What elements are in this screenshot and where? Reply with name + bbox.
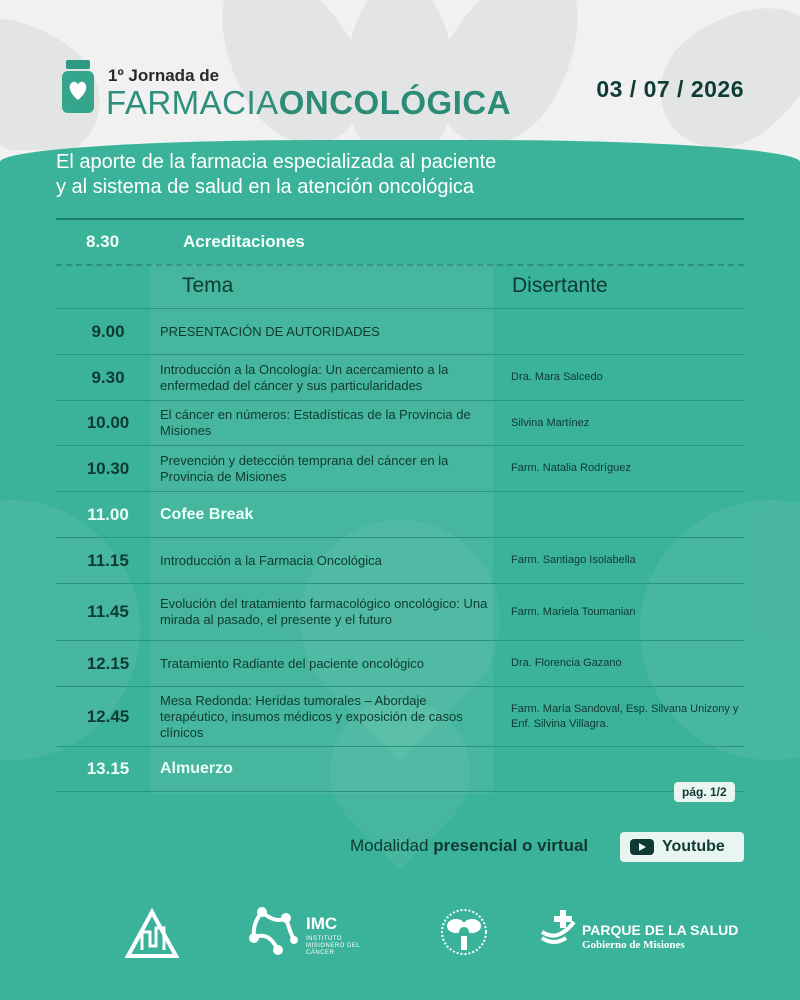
sponsor-logos [0, 900, 800, 970]
row-speaker: Farm. Mariela Toumanian [511, 605, 636, 618]
pharmacy-bottle-heart-icon [58, 60, 98, 115]
event-subtitle [56, 150, 656, 200]
row-speaker: Farm. Santiago Isolabella [511, 554, 636, 566]
subtitle-line: El aporte de la farmacia especializada al paciente [56, 151, 497, 173]
background-petal [636, 0, 800, 150]
agenda-row [56, 400, 744, 445]
association-emblem-icon [122, 906, 182, 962]
agenda-row [56, 583, 744, 640]
agenda-row [56, 686, 744, 746]
row-topic: PRESENTACIÓN DE AUTORIDADES [160, 323, 380, 339]
imc-molecule-icon [246, 904, 302, 960]
agenda-row-lunch [56, 746, 744, 792]
row-speaker: Silvina Martínez [511, 416, 590, 429]
parque-salud-subtitle: Gobierno de Misiones [582, 939, 685, 951]
row-speaker: Farm. María Sandoval, Esp. Silvana Unizony y Enf. Silvina Villagra. [511, 702, 739, 730]
row-time: 11.15 [87, 550, 129, 570]
row-time: 11.45 [87, 602, 129, 621]
agenda-row [56, 640, 744, 686]
youtube-play-icon [630, 839, 654, 855]
accreditation-row [56, 228, 744, 256]
page-indicator: pág. 1/2 [674, 782, 735, 802]
modality-bold: presencial o virtual [433, 836, 589, 855]
row-speaker: Dra. Florencia Gazano [511, 657, 622, 669]
row-speaker: Dra. Mara Salcedo [511, 371, 603, 383]
association-logo [122, 906, 182, 962]
modality-text [350, 836, 588, 856]
event-date: 03 / 07 / 2026 [596, 76, 744, 102]
youtube-label: Youtube [662, 838, 725, 855]
row-time: 12.15 [86, 653, 130, 673]
column-header-tema: Tema [182, 274, 234, 297]
row-topic: Introducción a la Oncología: Un acercamiento a la enfermedad del cáncer y sus particularidades [160, 361, 449, 393]
agenda-row [56, 308, 744, 354]
event-title-bold: ONCOLÓGICA [278, 84, 512, 121]
hospital-emblem-icon [438, 902, 490, 966]
imc-subtitle: INSTITUTO MISIONERO DEL CÁNCER [306, 936, 360, 956]
subtitle-line: y al sistema de salud en la atención oncológica [56, 176, 475, 198]
row-time: 11.00 [87, 504, 129, 524]
agenda-rows [56, 308, 744, 792]
header [0, 0, 800, 150]
imc-name: IMC [306, 914, 338, 933]
row-topic: El cáncer en números: Estadísticas de la Provincia de Misiones [160, 407, 471, 438]
row-time: 13.15 [86, 759, 130, 778]
row-time: 9.00 [91, 321, 125, 341]
row-time: 10.30 [86, 458, 130, 478]
row-time: 10.00 [86, 413, 130, 432]
row-topic: Evolución del tratamiento farmacológico oncológico: Una mirada al pasado, el presente y el futuro [160, 596, 488, 627]
parque-salud-logo [538, 908, 738, 964]
heart-cross-icon [538, 908, 578, 948]
row-topic: Introducción a la Farmacia Oncológica [160, 552, 382, 568]
row-topic: Tratamiento Radiante del paciente oncológico [160, 655, 425, 671]
row-topic: Almuerzo [160, 760, 233, 777]
row-speaker: Farm. Natalia Rodríguez [511, 462, 631, 474]
column-header-disertante: Disertante [512, 274, 608, 297]
agenda-row-break [56, 491, 744, 537]
parque-salud-name: PARQUE DE LA SALUD [582, 922, 739, 938]
divider [56, 218, 744, 220]
row-topic: Prevención y detección temprana del cáncer en la Provincia de Misiones [160, 452, 449, 484]
event-title-light: FARMACIA [106, 84, 279, 121]
agenda-row [56, 445, 744, 491]
row-time: 9.30 [91, 367, 125, 387]
agenda-row [56, 354, 744, 400]
event-prefix: 1º Jornada de [108, 66, 220, 85]
agenda-row [56, 537, 744, 583]
modality-prefix: Modalidad [350, 836, 429, 855]
accreditation-label: Acreditaciones [183, 232, 305, 251]
row-topic: Mesa Redonda: Heridas tumorales – Abordaje terapéutico, insumos médicos y exposición de casos clínicos [160, 692, 463, 740]
event-title [106, 84, 511, 122]
row-time: 12.45 [86, 706, 130, 726]
youtube-badge[interactable] [620, 832, 744, 862]
accreditation-time: 8.30 [86, 232, 120, 251]
imc-logo [246, 904, 406, 964]
row-topic: Cofee Break [160, 505, 254, 523]
hospital-logo [438, 902, 490, 966]
